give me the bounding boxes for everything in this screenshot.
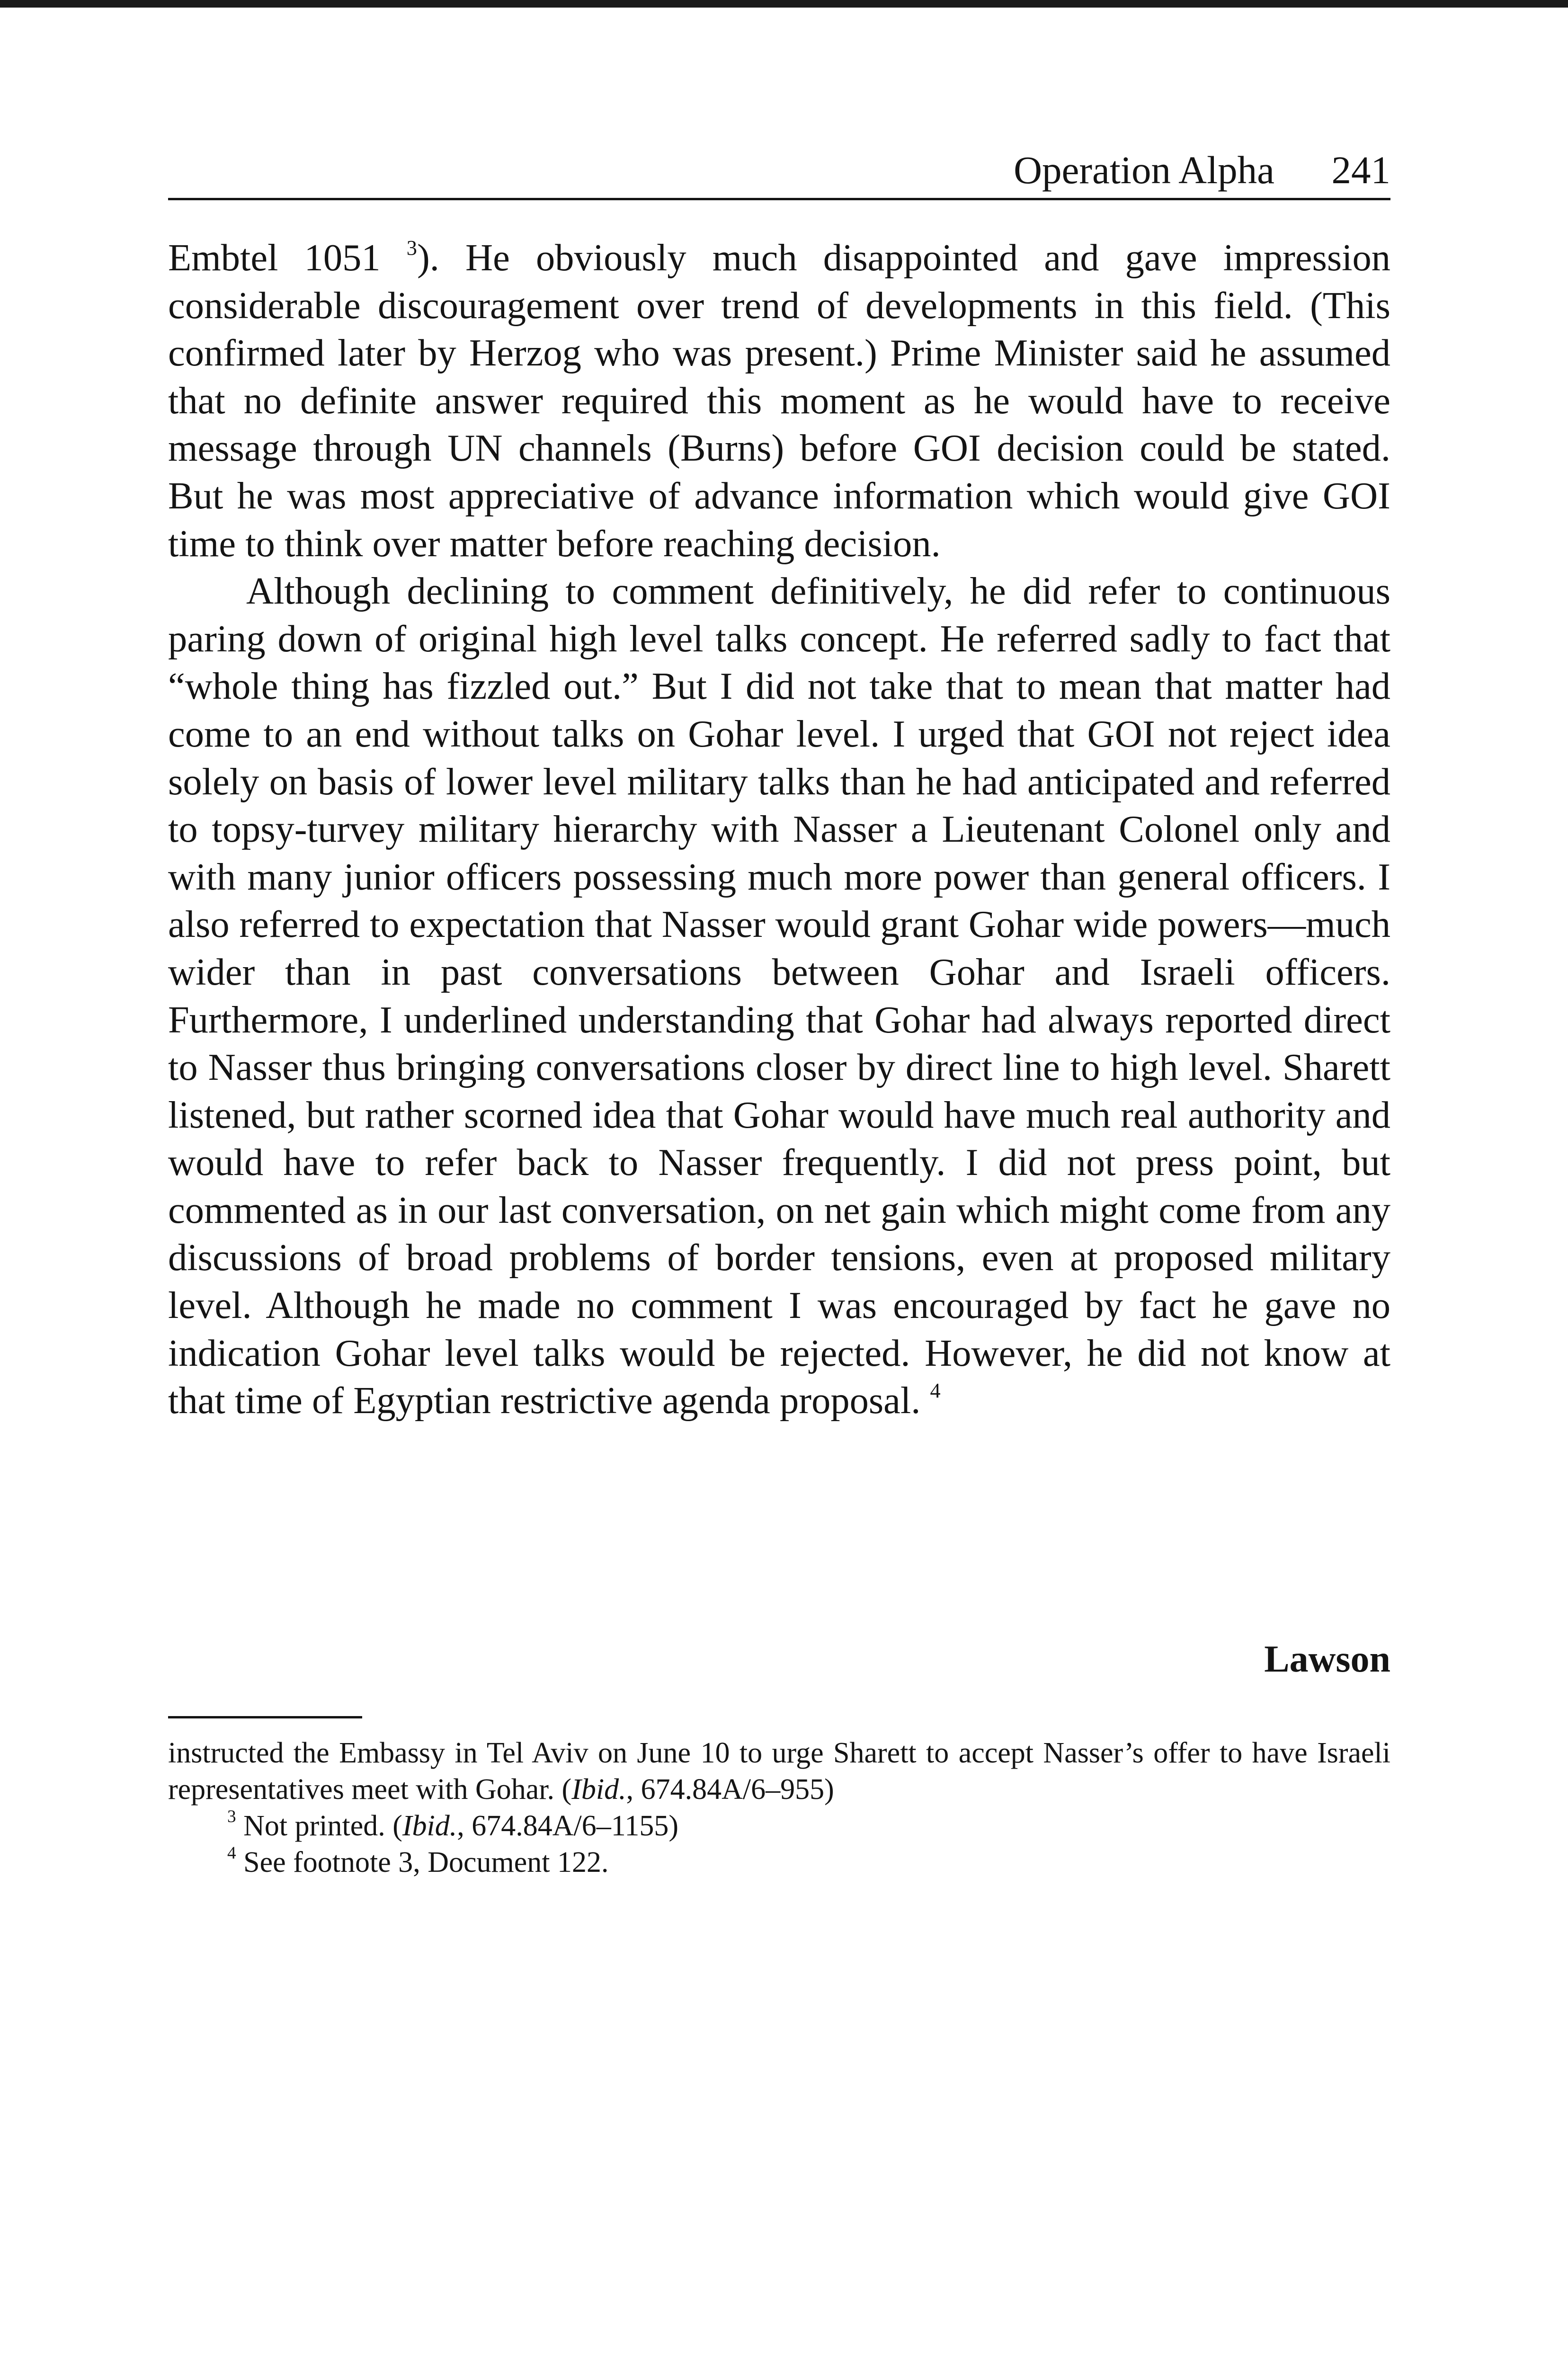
scan-top-edge — [0, 0, 1568, 8]
signature: Lawson — [1264, 1638, 1390, 1680]
document-body — [168, 234, 1390, 1425]
footnote-continued — [168, 1735, 1390, 1808]
footnote-ibid: Ibid. — [402, 1810, 457, 1842]
footnote-4 — [168, 1844, 1390, 1881]
footnote-text: instructed the Embassy in Tel Aviv on June 10 to urge Sharett to accept Nasser’s offer to have Israeli representatives meet with Gohar. ( — [168, 1737, 1390, 1806]
paragraph-text: ). He obviously much disappointed and gave impression considerable discouragement over trend of developments in this field. (This confirmed later by Herzog who was present.) Prime Minister said he assumed that no definite answer required this moment as he would have to receive message through UN channels (Burns) before GOI decision could be stated. But he was most appreciative of advance information which would give GOI time to think over matter before reaching decision. — [168, 237, 1391, 565]
footnote-ref-4: 4 — [930, 1379, 941, 1403]
footnote-divider — [168, 1716, 362, 1718]
footnote-text: See footnote 3, Document 122. — [236, 1846, 609, 1878]
body-paragraph-2 — [168, 568, 1390, 1425]
body-paragraph-1 — [168, 234, 1390, 568]
footnote-text: , 674.84A/6–1155) — [457, 1810, 679, 1842]
footnote-ibid: Ibid. — [571, 1773, 626, 1806]
footnote-marker: 4 — [227, 1843, 236, 1863]
footnote-3 — [168, 1808, 1390, 1844]
footnote-marker: 3 — [227, 1807, 236, 1827]
paragraph-text: Although declining to comment definitively, he did refer to continuous paring down of original high level talks concept. He referred sadly to fact that “whole thing has fizzled out.” But I did not take that to mean that matter had come to an end without talks on Gohar level. I urged that GOI not reject idea solely on basis of lower level military talks than he had anticipated and referred to topsy-turvey military hierarchy with Nasser a Lieutenant Colonel only and with many junior officers possessing much more power than general officers. I also referred to expectation that Nasser would grant Gohar wide powers—much wider than in past conversations between Gohar and Israeli officers. Furthermore, I underlined understanding that Gohar had always reported direct to Nasser thus bringing conversations closer by direct line to high level. Sharett listened, but rather scorned idea that Gohar would have much real authority and would have to refer back to Nasser frequently. I did not press point, but commented as in our last conversation, on net gain which might come from any discussions of broad problems of border tensions, even at proposed military level. Although he made no comment I was encouraged by fact he gave no indication Gohar level talks would be rejected. However, he did not know at that time of Egyptian restrictive agenda proposal. — [168, 570, 1390, 1422]
page-header — [168, 144, 1390, 200]
footnote-text: Not printed. ( — [236, 1810, 402, 1842]
footnotes — [168, 1735, 1390, 1881]
footnote-ref-3: 3 — [406, 236, 417, 259]
paragraph-text: Embtel 1051 — [168, 237, 407, 279]
page-number: 241 — [1331, 148, 1390, 192]
running-title: Operation Alpha — [1014, 148, 1274, 192]
footnote-text: , 674.84A/6–955) — [626, 1773, 834, 1806]
